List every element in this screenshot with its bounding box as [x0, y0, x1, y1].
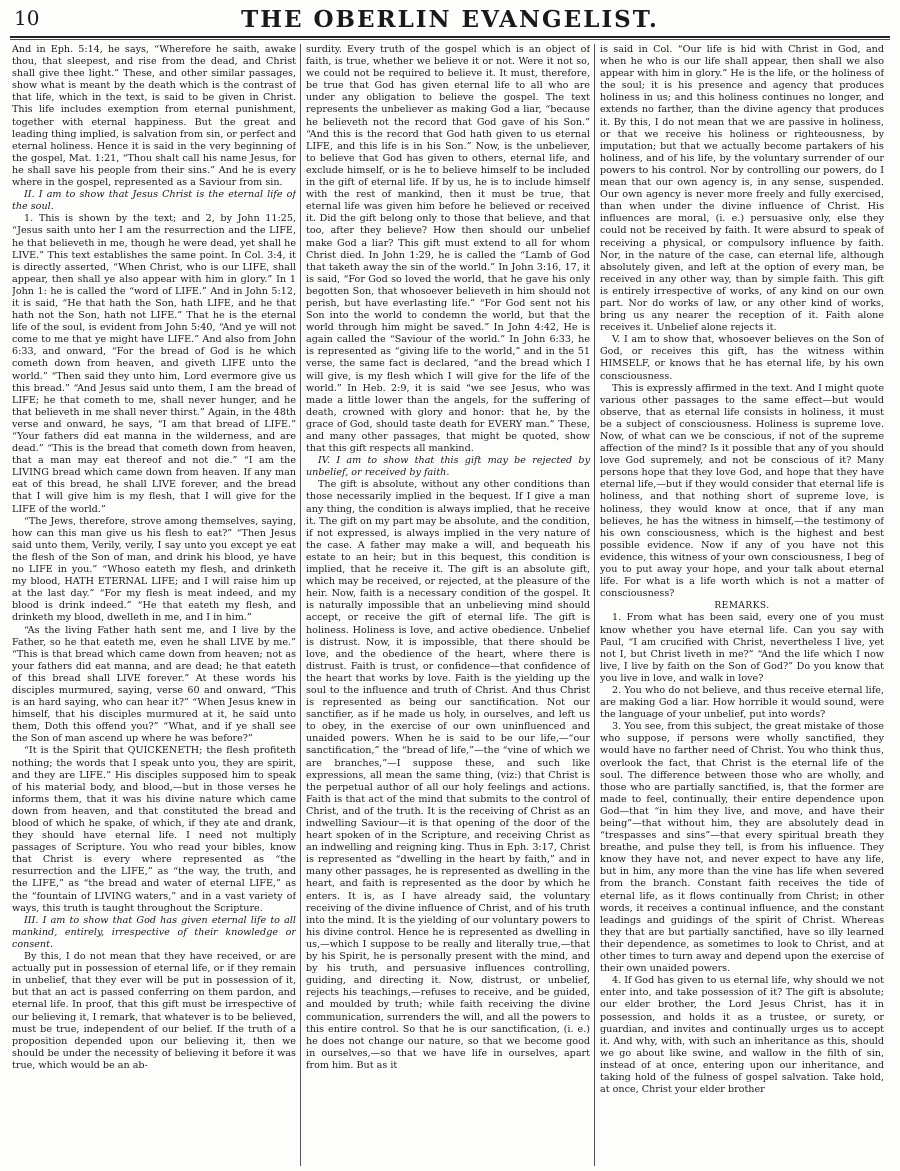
column-divider	[594, 44, 595, 1166]
paragraph: 1. From what has been said, every one of you must know whether you have eternal life. Can you say with Paul, “I am crucified with Christ, nevertheless I live, yet not I, but Christ liveth in me?” “And the life which I now live, I live by faith on the Son of God?” Do you know that you live in love, and walk in love?	[600, 612, 884, 684]
paragraph: This is expressly affirmed in the text. And I might quote various other passages to the same effect—but would observe, that as eternal life consists in holiness, it must be a subject of consciousness. Holiness is supreme love. Now, of what can we be conscious, if not of the supreme affection of the mind? Is it possible that any of you should love God supremely, and not be conscious of it? Many persons hope that they love God, and hope that they have eternal life,—but if they would consider that eternal life is holiness, and that nothing short of supreme love, is holiness, they would know at once, that if any man believes, he has the witness in himself,—the testimony of his own consciousness, which is the highest and best possible evidence. Now if any of you have not this evidence, this witness of your own consciousness, I beg of you to put away your hope, and your talk about eternal life. For what is a life worth which is not a matter of consciousness?	[600, 382, 884, 600]
paragraph: The gift is absolute, without any other conditions than those necessarily implied in the bequest. If I give a man any thing, the condition is always implied, that he receive it. The gift on my part may be absolute, and the condition, if not expressed, is always implied in the very nature of the case. A father may make a will, and bequeath his estate to an heir; but in this bequest, this condition is implied, that he receive it. The gift is an absolute gift, which may be received, or rejected, at the pleasure of the heir. Now, faith is a necessary condition of the gospel. It is naturally impossible that an unbelieving mind should accept, or receive the gift of eternal life. The gift is holiness. Holiness is love, and active obedience. Unbelief is distrust. Now, it is impossible, that there should be love, and the obedience of the heart, where there is distrust. Faith is trust, or confidence—that confidence of the heart that works by love. Faith is the yielding up the soul to the influence and truth of Christ. And thus Christ is represented as being our sanctification. Not our sanctifier, as if he made us holy, in ourselves, and left us to obey, in the exercise of our own uninfluenced and unaided powers. When he is said to be our life,—“our sanctification,” the “bread of life,”—the “vine of which we are branches,”—I suppose these, and such like expressions, all mean the same thing, (viz:) that Christ is the perpetual author of all our holy feelings and actions. Faith is that act of the mind that submits to the control of Christ, and of the truth. It is the receiving of Christ as an indwelling Saviour—it is that opening of the door of the heart spoken of in the Scripture, and receiving Christ as an indwelling and reigning king. Thus in Eph. 3:17, Christ is represented as “dwelling in the heart by faith,” and in many other passages, he is represented as dwelling in the heart, and faith is represented as the door by which he enters. It is, as I have already said, the voluntary receiving of the divine influence of Christ, and of his truth into the mind. It is the yielding of our voluntary powers to his divine control. Hence he is represented as dwelling in us,—which I suppose to be really and literally true,—that by his Spirit, he is personally present with the mind, and by his truth, and persuasive influences controlling, guiding, and directing it. Now, distrust, or unbelief, rejects his teachings,—refuses to receive, and be guided, and moulded by truth; while faith receiving the divine communication, surrenders the will, and all the powers to this entire control. So that he is our sanctification, (i. e.) he does not change our nature, so that we become good in ourselves,—so that we have life in ourselves, apart from him. But as it	[306, 479, 590, 1071]
paragraph: “The Jews, therefore, strove among themselves, saying, how can this man give us his flesh to eat?” “Then Jesus said unto them, Verily, verily, I say unto you except ye eat the flesh of the Son of man, and drink his blood, ye have no LIFE in you.” “Whoso eateth my flesh, and drinketh my blood, HATH ETERNAL LIFE; and I will raise him up at the last day.” “For my flesh is meat indeed, and my blood is drink indeed.” “He that eateth my flesh, and drinketh my blood, dwelleth in me, and I in him.”	[12, 515, 296, 624]
column-1	[12, 44, 296, 1166]
paragraph: V. I am to show that, whosoever believes on the Son of God, or receives this gift, has the witness within HIMSELF, or knows that he has eternal life, by his own consciousness.	[600, 334, 884, 382]
page-title: THE OBERLIN EVANGELIST.	[241, 6, 659, 33]
paragraph: “As the living Father hath sent me, and I live by the Father, so he that eateth me, even he shall LIVE by me.” “This is that bread which came down from heaven; not as your fathers did eat manna, and are dead; he that eateth of this bread shall LIVE forever.” At these words his disciples murmured, saying, verse 60 and onward, “This is an hard saying, who can hear it?” “When Jesus knew in himself, that his disciples murmured at it, he said unto them, Doth this offend you?” “What, and if ye shall see the Son of man ascend up where he was before?”	[12, 624, 296, 745]
page-number: 10	[14, 6, 40, 30]
paragraph: 3. You see, from this subject, the great mistake of those who suppose, if persons were wholly sanctified, they would have no farther need of Christ. You who think thus, overlook the fact, that Christ is the eternal life of the soul. The difference between those who are wholly, and those who are partially sanctified, is, that the former are made to feel, continually, their entire dependence upon God—that “in him they live, and move, and have their being”—that without him, they are absolutely dead in “trespasses and sins”—that every spiritual breath they breathe, and pulse they tell, is from his influence. They know they have not, and never expect to have any life, but in him, any more than the vine has life when severed from the branch. Constant faith receives the tide of eternal life, as it flows continually from Christ; in other words, it receives a continual influence, and the constant leadings and guidings of the spirit of Christ. Whereas they that are but partially sanctified, have so illy learned their dependence, as sometimes to look to Christ, and at other times to turn away and depend upon the exercise of their own unaided powers.	[600, 721, 884, 975]
paragraph: “It is the Spirit that QUICKENETH; the flesh profiteth nothing; the words that I speak unto you, they are spirit, and they are LIFE.” His disciples supposed him to speak of his material body, and blood,—but in those verses he informs them, that it was his divine nature which came down from heaven, and that constituted the bread and blood of which he spake, of which, if they ate and drank, they should have eternal life. I need not multiply passages of Scripture. You who read your bibles, know that Christ is every where represented as “the resurrection and the LIFE,” as “the way, the truth, and the LIFE,” as “the bread and water of eternal LIFE,” as the “fountain of LIVING waters,” and in a vast variety of ways, this truth is taught throughout the Scripture.	[12, 745, 296, 914]
section-heading: IV. I am to show that this gift may be rejected by unbelief, or received by faith.	[306, 455, 590, 479]
paragraph: surdity. Every truth of the gospel which is an object of faith, is true, whether we believe it or not. Were it not so, we could not be required to believe it. It must, therefore, be true that God has given eternal life to all who are under any obligation to believe the gospel. The text represents the unbeliever as making God a liar, “because he believeth not the record that God gave of his Son.” “And this is the record that God hath given to us eternal LIFE, and this life is in his Son.” Now, is the unbeliever, to believe that God has given to others, eternal life, and exclude himself, or is he to believe himself to be included in the gift of eternal life. If by us, he is to include himself with the rest of mankind, then it must be true, that eternal life was given him before he believed or received it. Did the gift belong only to those that believe, and that too, after they believe? How then should our unbelief make God a liar? This gift must extend to all for whom Christ died. In John 1:29, he is called the “Lamb of God that taketh away the sin of the world.” In John 3:16, 17, it is said, “For God so loved the world, that he gave his only begotten Son, that whosoever believeth in him should not perish, but have everlasting life.” “For God sent not his Son into the world to condemn the world, but that the world through him might be saved.” In John 4:42, He is again called the “Saviour of the world.” In John 6:33, he is represented as “giving life to the world,” and in the 51 verse, the same fact is declared, “and the bread which I will give, is my flesh which I will give for the life of the world.” In Heb. 2:9, it is said “we see Jesus, who was made a little lower than the angels, for the suffering of death, crowned with glory and honor: that he, by the grace of God, should taste death for EVERY man.” These, and many other passages, that might be quoted, show that this gift respects all mankind.	[306, 44, 590, 455]
column-divider	[300, 44, 301, 1166]
paragraph: And in Eph. 5:14, he says, “Wherefore he saith, awake thou, that sleepest, and rise from the dead, and Christ shall give thee light.” These, and other similar passages, show what is meant by the death which is the contrast of that life, which in the text, is said to be given in Christ. This life includes exemption from eternal punishment, together with eternal happiness. But the great and leading thing implied, is salvation from sin, or perfect and eternal holiness. Hence it is said in the very beginning of the gospel, Mat. 1:21, “Thou shalt call his name Jesus, for he shall save his people from their sins.” And he is every where in the gospel, represented as a Saviour from sin.	[12, 44, 296, 189]
paragraph: 1. This is shown by the text; and 2, by John 11:25, “Jesus saith unto her I am the resurrection and the LIFE, he that believeth in me, though he were dead, yet shall he LIVE.” This text establishes the same point. In Col. 3:4, it is directly asserted, “When Christ, who is our LIFE, shall appear, then shall ye also appear with him in glory.” In 1 John 1: he is called the “word of LIFE.” And in John 5:12, it is said, “He that hath the Son, hath LIFE, and he that hath not the Son, hath not LIFE.” That he is the eternal life of the soul, is evident from John 5:40, “And ye will not come to me that ye might have LIFE.” And also from John 6:33, and onward, “For the bread of God is he which cometh down from heaven, and giveth LIFE unto the world.” “Then said they unto him, Lord evermore give us this bread.” “And Jesus said unto them, I am the bread of LIFE; he that cometh to me, shall never hunger, and he that believeth in me shall never thirst.” Again, in the 48th verse and onward, he says, “I am that bread of LIFE.” “Your fathers did eat manna in the wilderness, and are dead.” “This is the bread that cometh down from heaven, that a man may eat thereof and not die.” “I am the LIVING bread which came down from heaven. If any man eat of this bread, he shall LIVE forever, and the bread that I will give him is my flesh, that I will give for the LIFE of the world.”	[12, 213, 296, 515]
page-header	[10, 6, 890, 38]
header-rule	[10, 39, 890, 40]
section-heading: II. I am to show that Jesus Christ is the eternal life of the soul.	[12, 189, 296, 213]
column-3	[600, 44, 884, 1166]
paragraph: 4. If God has given to us eternal life, why should we not enter into, and take possession of it? The gift is absolute; our elder brother, the Lord Jesus Christ, has it in possession, and holds it as a trustee, or surety, or guardian, and invites and continually urges us to accept it. And why, with, with such an inheritance as this, should we go about like swine, and wallow in the filth of sin, instead of at once, entering upon our inheritance, and taking hold of the fulness of gospel salvation. Take hold, at once, Christ your elder brother	[600, 975, 884, 1096]
paragraph: is said in Col. “Our life is hid with Christ in God, and when he who is our life shall appear, then shall we also appear with him in glory.” He is the life, or the holiness of the soul; it is his presence and agency that produces holiness in us; and this holiness continues no longer, and extends no farther, than the divine agency that produces it. By this, I do not mean that we are passive in holiness, or that we receive his holiness or righteousness, by imputation; but that we actually become partakers of his holiness, and of his life, by the voluntary surrender of our powers to his control. Nor by controlling our powers, do I mean that our own agency is, in any sense, suspended. Our own agency is never more freely and fully exercised, than when under the divine influence of Christ. His influences are moral, (i. e.) persuasive only, else they could not be received by faith. It were absurd to speak of receiving a physical, or compulsory influence by faith. Nor, in the nature of the case, can eternal life, although absolutely given, and left at the option of every man, be received in any other way, than by simple faith. This gift is entirely irrespective of works, of any kind on our own part. Nor do works of law, or any other kind of works, bring us any nearer the reception of it. Faith alone receives it. Unbelief alone rejects it.	[600, 44, 884, 334]
remarks-heading: REMARKS.	[714, 601, 770, 612]
column-2	[306, 44, 590, 1166]
paragraph: By this, I do not mean that they have received, or are actually put in possession of eternal life, or if they remain in unbelief, that they ever will be put in possession of it, but that an act is passed conferring on them pardon, and eternal life. In proof, that this gift must be irrespective of our believing it, I remark, that whatever is to be believed, must be true, independent of our belief. If the truth of a proposition depended upon our believing it, then we should be under the necessity of believing it before it was true, which would be an ab-	[12, 951, 296, 1071]
paragraph: 2. You who do not believe, and thus receive eternal life, are making God a liar. How horrible it would sound, were the language of your unbelief, put into words?	[600, 684, 884, 721]
section-heading: III. I am to show that God has given eternal life to all mankind, entirely, irrespective of their knowledge or consent.	[12, 914, 296, 950]
